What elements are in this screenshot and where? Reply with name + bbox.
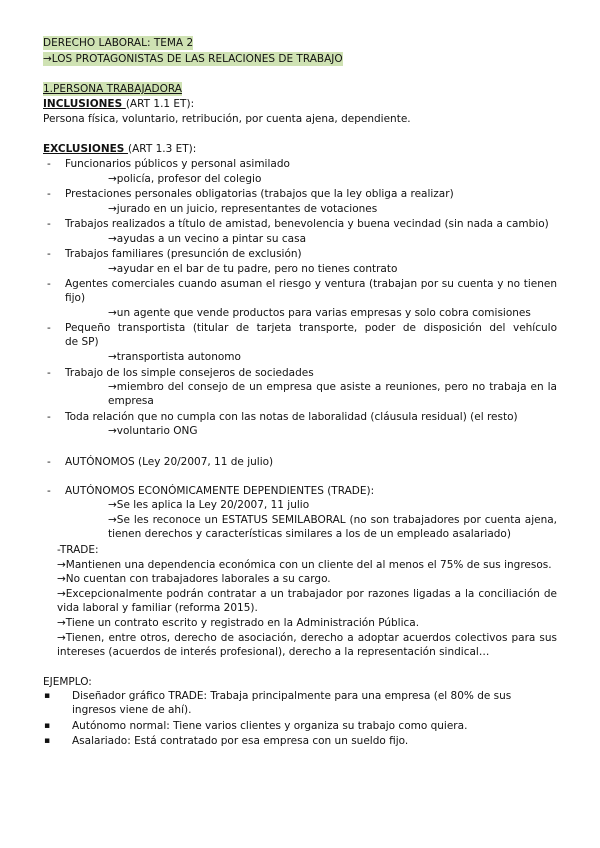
exclusion-example: →ayudar en el bar de tu padre, pero no tienes contrato [108, 263, 398, 275]
trade-point: →No cuentan con trabajadores laborales a su cargo. [57, 573, 331, 585]
list-dash: - [47, 485, 51, 497]
exclusion-item: Prestaciones personales obligatorias (trabajos que la ley obliga a realizar) [65, 188, 454, 200]
example-item: Asalariado: Está contratado por esa empresa con un sueldo fijo. [72, 735, 409, 747]
list-dash: - [47, 411, 51, 423]
trade-sub: →Se les aplica la Ley 20/2007, 11 julio [108, 499, 310, 511]
exclusion-item: Trabajos realizados a título de amistad, benevolencia y buena vecindad (sin nada a cambio) [65, 218, 549, 230]
subject-subtitle: →LOS PROTAGONISTAS DE LAS RELACIONES DE TRABAJO [43, 53, 343, 65]
list-dash: - [47, 188, 51, 200]
exclusion-example-cont: empresa [108, 395, 154, 407]
trade-point: →Excepcionalmente podrán contratar a un trabajador por razones ligadas a la conciliación de [57, 588, 557, 600]
exclusion-item: Trabajo de los simple consejeros de sociedades [65, 367, 314, 379]
list-dash: - [47, 367, 51, 379]
section-title: 1.PERSONA TRABAJADORA [43, 83, 182, 95]
example-item-cont: ingresos viene de ahí). [72, 704, 192, 716]
exclusion-example: →jurado en un juicio, representantes de votaciones [108, 203, 378, 215]
bullet: ▪ [44, 721, 51, 731]
exclusion-item: Pequeño transportista (titular de tarjeta transporte, poder de disposición del vehículo [65, 322, 557, 334]
exclusion-example: →voluntario ONG [108, 425, 198, 437]
subject-title: DERECHO LABORAL: TEMA 2 [43, 37, 194, 49]
example-title: EJEMPLO: [43, 676, 92, 688]
exclusion-example: →ayudas a un vecino a pintar su casa [108, 233, 306, 245]
trade-point: →Mantienen una dependencia económica con un cliente del al menos el 75% de sus ingresos. [57, 559, 552, 571]
exclusion-item: Toda relación que no cumpla con las notas de laboralidad (cláusula residual) (el resto) [65, 411, 518, 423]
example-item: Autónomo normal: Tiene varios clientes y organiza su trabajo como quiera. [72, 720, 468, 732]
inclusions-heading [43, 97, 194, 111]
exclusion-item: Trabajos familiares (presunción de exclusión) [65, 248, 302, 260]
exclusion-example: →policía, profesor del colegio [108, 173, 262, 185]
trade-item: AUTÓNOMOS ECONÓMICAMENTE DEPENDIENTES (TRADE): [65, 485, 375, 497]
list-dash: - [47, 248, 51, 260]
exclusions-heading [43, 142, 196, 156]
exclusion-example: →miembro del consejo de un empresa que asiste a reuniones, pero no trabaja en la [108, 381, 557, 393]
exclusions-ref: (ART 1.3 ET): [128, 143, 197, 155]
autonomos-item: AUTÓNOMOS (Ley 20/2007, 11 de julio) [65, 456, 274, 468]
exclusion-example: →un agente que vende productos para varias empresas y solo cobra comisiones [108, 307, 531, 319]
inclusions-ref: (ART 1.1 ET): [125, 98, 195, 110]
bullet: ▪ [44, 736, 51, 746]
trade-sub-cont: tienen derechos y características similares a los de un empleado asalariado) [108, 528, 511, 540]
list-dash: - [47, 456, 51, 468]
trade-point: →Tiene un contrato escrito y registrado en la Administración Pública. [57, 617, 420, 629]
exclusion-example: →transportista autonomo [108, 351, 241, 363]
exclusion-item: Agentes comerciales cuando asuman el riesgo y ventura (trabajan por su cuenta y no tienen [65, 278, 557, 290]
inclusions-text: Persona física, voluntario, retribución, por cuenta ajena, dependiente. [43, 113, 411, 125]
trade-point-cont: vida laboral y familiar (reforma 2015). [57, 602, 258, 614]
trade-label: -TRADE: [57, 544, 99, 556]
exclusion-item-cont: fijo) [65, 292, 86, 304]
exclusions-label: EXCLUSIONES [43, 143, 129, 155]
trade-point-cont: intereses (acuerdos de interés profesional), derecho a la representación sindical… [57, 646, 490, 658]
inclusions-label: INCLUSIONES [43, 98, 126, 110]
example-item: Diseñador gráfico TRADE: Trabaja principalmente para una empresa (el 80% de sus [72, 690, 512, 702]
list-dash: - [47, 278, 51, 290]
list-dash: - [47, 322, 51, 334]
trade-point: →Tienen, entre otros, derecho de asociación, derecho a adoptar acuerdos colectivos para sus [57, 632, 557, 644]
exclusion-item-cont: de SP) [65, 336, 99, 348]
list-dash: - [47, 218, 51, 230]
trade-sub: →Se les reconoce un ESTATUS SEMILABORAL (no son trabajadores por cuenta ajena, [108, 514, 557, 526]
exclusion-item: Funcionarios públicos y personal asimilado [65, 158, 290, 170]
bullet: ▪ [44, 691, 51, 701]
list-dash: - [47, 158, 51, 170]
